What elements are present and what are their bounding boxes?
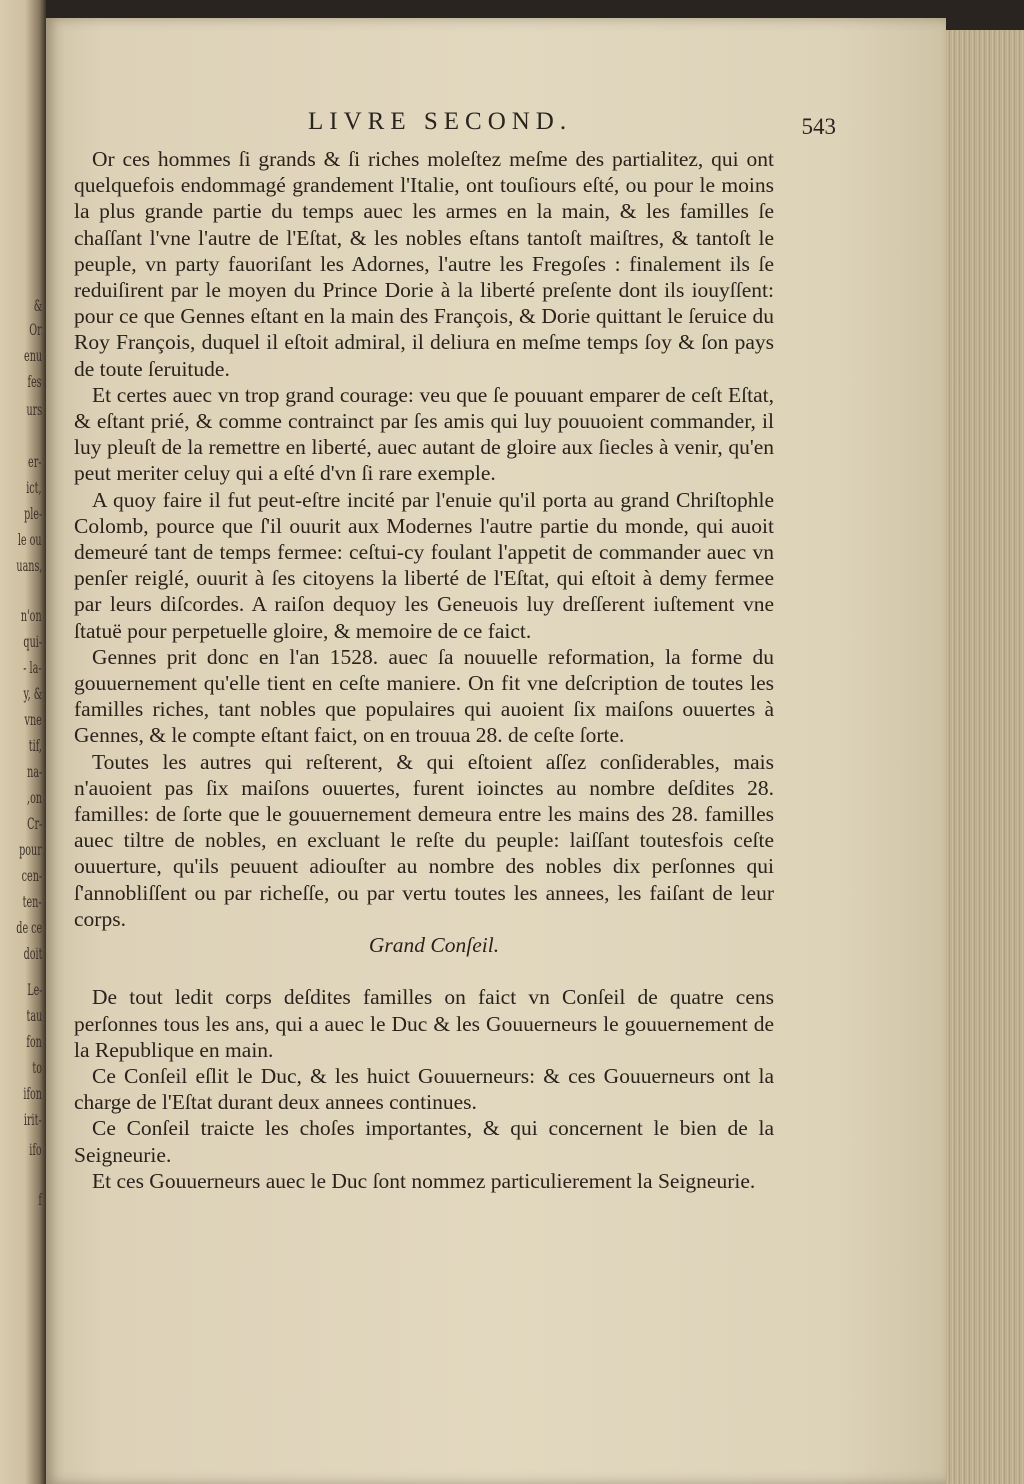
margin-fragment: - la- [23, 658, 42, 677]
margin-fragment: fon [26, 1032, 42, 1051]
paragraph: Or ces hommes ſi grands & ſi riches moleſtez meſme des partialitez, qui ont quelquefois endommagé grandement l'Italie, ont touſiours eſté, ou pour le moins la plus grande partie du temps auec les armes en la main, & les familles ſe chaſſant l'vne l'autre de l'Eſtat, & les nobles eſtans tantoſt maiſtres, & tantoſt le peuple, vn party fauoriſant les Adornes, l'autre les Fregoſes : finalement ils ſe reduiſirent par le moyen du Prince Dorie à la liberté preſente dont ils iouyſſent: pour ce que Gennes eſtant en la main des François, & Dorie quittant le ſeruice du Roy François, duquel il eſtoit admiral, il deliura en meſme temps ſoy & ſon pays de toute ſeruitude. [74, 147, 774, 381]
margin-fragment: qui- [23, 632, 42, 651]
margin-fragment: ten- [23, 892, 42, 911]
margin-fragment: Cr- [26, 814, 42, 833]
paragraph: Ce Conſeil eſlit le Duc, & les huict Gouuerneurs: & ces Gouuerneurs ont la charge de l'Eſtat durant deux annees continues. [74, 1063, 774, 1115]
margin-fragment: ple- [23, 504, 42, 523]
paragraph: Ce Conſeil traicte les choſes importantes, & qui concernent le bien de la Seigneurie. [74, 1116, 774, 1167]
margin-fragment: ,on [26, 788, 42, 807]
margin-fragment: tau [26, 1006, 42, 1025]
margin-fragment: to [32, 1058, 42, 1077]
margin-fragment: irit- [24, 1110, 42, 1129]
left-page-edge [0, 0, 46, 1484]
margin-fragment: Le- [26, 980, 42, 999]
paragraph: Et ces Gouuerneurs auec le Duc ſont nommez particulierement la Seigneurie. [92, 1168, 756, 1193]
margin-fragment: f [38, 1190, 42, 1209]
margin-fragment: vne [24, 710, 42, 729]
paragraph: Toutes les autres qui reſterent, & qui eſtoient aſſez conſiderables, mais n'auoient pas ſix maiſons ouuertes, furent ioinctes au nombre deſdites 28. familles: de ſorte que le gouuernement demeura entre les mains des 28. familles auec tiltre de nobles, en excluant le reſte du peuple: laiſſant toutesfois ceſte ouuerture, qu'ils peuuent adiouſter au nombre des nobles dix perſonnes qui ſ'annobliſſent ou par richeſſe, ou par vertu toutes les annees, les faiſant de leur corps. [74, 749, 774, 931]
margin-fragment: Or [29, 320, 42, 339]
margin-fragment: cen- [21, 866, 42, 885]
body-text [74, 146, 774, 1194]
section-heading: Grand Conſeil. [368, 933, 500, 958]
margin-fragment: doit [23, 944, 42, 963]
margin-fragment: er- [28, 452, 42, 471]
margin-fragment: & [33, 296, 42, 315]
margin-fragment: urs [26, 400, 42, 419]
margin-fragment: n'on [21, 606, 42, 625]
paragraph: De tout ledit corps deſdites familles on faict vn Conſeil de quatre cens perſonnes tous les ans, qui a auec le Duc & les Gouuerneurs le gouuernement de la Republique en main. [74, 985, 774, 1062]
margin-fragment: fes [27, 372, 42, 391]
margin-fragment: ifon [23, 1084, 42, 1103]
margin-fragment: enu [23, 346, 42, 365]
paragraph: Et certes auec vn trop grand courage: veu que ſe pouuant emparer de ceſt Eſtat, & eſtant prié, & comme contrainct par ſes amis qui luy pouuoient commander, il luy pleuſt de la remettre en liberté, auec autant de gloire aux ſiecles à venir, qu'en peut meriter celuy qui a eſté d'vn ſi rare exemple. [74, 382, 774, 486]
page-number: 543 [801, 114, 836, 139]
running-head: LIVRE SECOND. [308, 108, 573, 135]
fore-edge-pages [946, 30, 1024, 1484]
paragraph: Gennes prit donc en l'an 1528. auec ſa nouuelle reformation, la forme du gouuernement qu'elle tient en ceſte maniere. On fit vne deſcription de toutes les familles riches, tant nobles que populaires qui auoient ſix maiſons ouuertes à Gennes, & le compte eſtant faict, on en trouua 28. de ceſte ſorte. [74, 644, 774, 748]
book-page [46, 18, 946, 1484]
margin-fragment: uans, [15, 556, 42, 575]
margin-fragment: ifo [29, 1140, 42, 1159]
margin-fragment: ict, [26, 478, 42, 497]
paragraph: A quoy faire il fut peut-eſtre incité par l'enuie qu'il porta au grand Chriſtophle Colomb, pource que ſ'il ouurit aux Modernes l'autre partie du monde, qui auoit demeuré tant de temps fermee: ceſtui-cy foulant l'appetit de commander auec vn penſer reiglé, ouurit à ſes citoyens la liberté de l'Eſtat, qui eſtoit à demy fermee par leurs diſcordes. A raiſon dequoy les Geneuois luy dreſſerent iuſtement vne ſtatuë pour perpetuelle gloire, & memoire de ce faict. [74, 487, 774, 643]
margin-fragment: pour [19, 840, 42, 859]
margin-fragment: tif, [28, 736, 42, 755]
margin-fragment: y, & [23, 684, 42, 703]
page-header [296, 108, 836, 142]
margin-fragment: na- [26, 762, 42, 781]
margin-fragment: le ou [18, 530, 42, 549]
margin-fragment: de ce [16, 918, 42, 937]
